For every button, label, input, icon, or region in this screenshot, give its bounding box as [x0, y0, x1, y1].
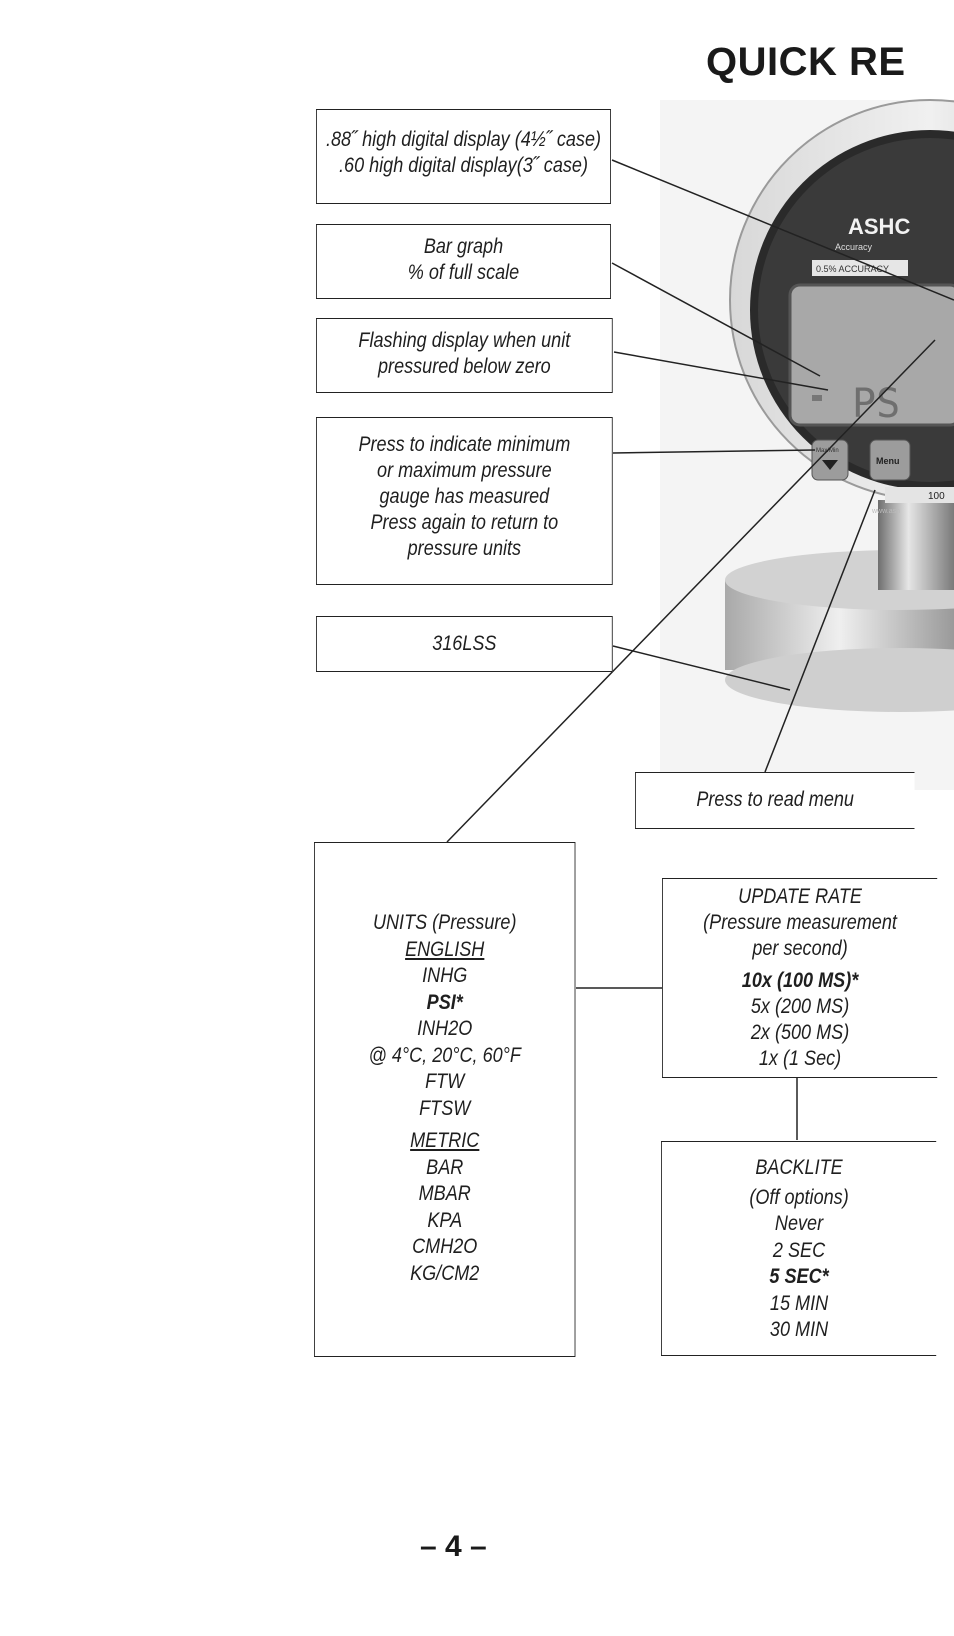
callout-line: 316LSS — [432, 632, 497, 655]
callout-material — [316, 616, 613, 672]
website-label: www.ash — [872, 508, 901, 515]
callout-bar-graph — [316, 224, 611, 299]
callout-line: pressured below zero — [378, 355, 551, 378]
units-menu-box — [314, 842, 575, 1357]
unit-option: INH2O — [417, 1017, 473, 1040]
callout-line: .60 high digital display(3˝ case) — [339, 154, 588, 177]
backlite-option: 15 MIN — [769, 1291, 829, 1315]
bar-graph-segment — [812, 395, 822, 401]
backlite-heading: BACKLITE — [755, 1156, 843, 1179]
callout-display-size — [316, 109, 611, 204]
max-min-button-label: Max/Min — [816, 448, 839, 454]
backlite-option: 2 SEC — [772, 1238, 826, 1262]
lcd-units-text: PS — [852, 381, 901, 427]
callout-line: % of full scale — [407, 261, 520, 284]
callout-line: Press to indicate minimum — [358, 433, 571, 456]
unit-option: FTSW — [419, 1096, 471, 1120]
update-rate-heading: (Pressure measurement — [703, 911, 897, 934]
callout-line: gauge has measured — [379, 485, 550, 508]
callout-line: Press to read menu — [696, 788, 854, 811]
unit-option: @ 4°C, 20°C, 60°F — [368, 1043, 521, 1067]
update-rate-heading: per second) — [752, 937, 848, 960]
range-label: 100 — [928, 491, 945, 502]
rate-option: 2x (500 MS) — [750, 1021, 850, 1044]
callout-line: pressure units — [407, 537, 522, 560]
update-rate-heading: UPDATE RATE — [738, 885, 862, 908]
unit-option: KPA — [427, 1208, 463, 1232]
backlite-box — [661, 1141, 936, 1356]
brand-subtitle: Accuracy — [835, 242, 873, 252]
backlite-option: 30 MIN — [769, 1318, 829, 1341]
rate-option: 5x (200 MS) — [750, 995, 850, 1018]
unit-option: BAR — [426, 1155, 464, 1179]
menu-button-label: Menu — [876, 456, 900, 466]
callout-min-max — [316, 417, 613, 585]
callout-line: Flashing display when unit — [358, 329, 571, 352]
page-number: – 4 – — [420, 1530, 487, 1563]
unit-option: KG/CM2 — [410, 1261, 480, 1285]
rate-option: 1x (1 Sec) — [758, 1047, 842, 1070]
unit-option: MBAR — [418, 1182, 471, 1205]
brand-logo: ASHC — [848, 214, 911, 239]
callout-menu — [635, 772, 915, 829]
callout-line: .88˝ high digital display (4½˝ case) — [325, 128, 602, 151]
update-rate-box — [662, 878, 937, 1078]
callout-line: Press again to return to — [370, 511, 559, 534]
page-title: QUICK RE — [706, 40, 906, 84]
unit-option: FTW — [425, 1070, 465, 1093]
english-label: ENGLISH — [405, 937, 485, 961]
unit-option: CMH2O — [412, 1235, 478, 1258]
rate-option-default: 10x (100 MS)* — [741, 969, 859, 992]
callout-flashing-display — [316, 318, 613, 393]
backlite-option-default: 5 SEC* — [769, 1265, 829, 1288]
backlite-heading: (Off options) — [749, 1185, 849, 1209]
callout-line: Bar graph — [423, 235, 504, 258]
callout-line: or maximum pressure — [377, 459, 552, 482]
accuracy-badge: 0.5% ACCURACY — [816, 264, 890, 274]
units-heading: UNITS (Pressure) — [372, 911, 517, 934]
metric-label: METRIC — [410, 1129, 480, 1152]
unit-option: INHG — [422, 964, 468, 987]
backlite-option: Never — [774, 1212, 824, 1235]
unit-option-default: PSI* — [426, 990, 463, 1014]
